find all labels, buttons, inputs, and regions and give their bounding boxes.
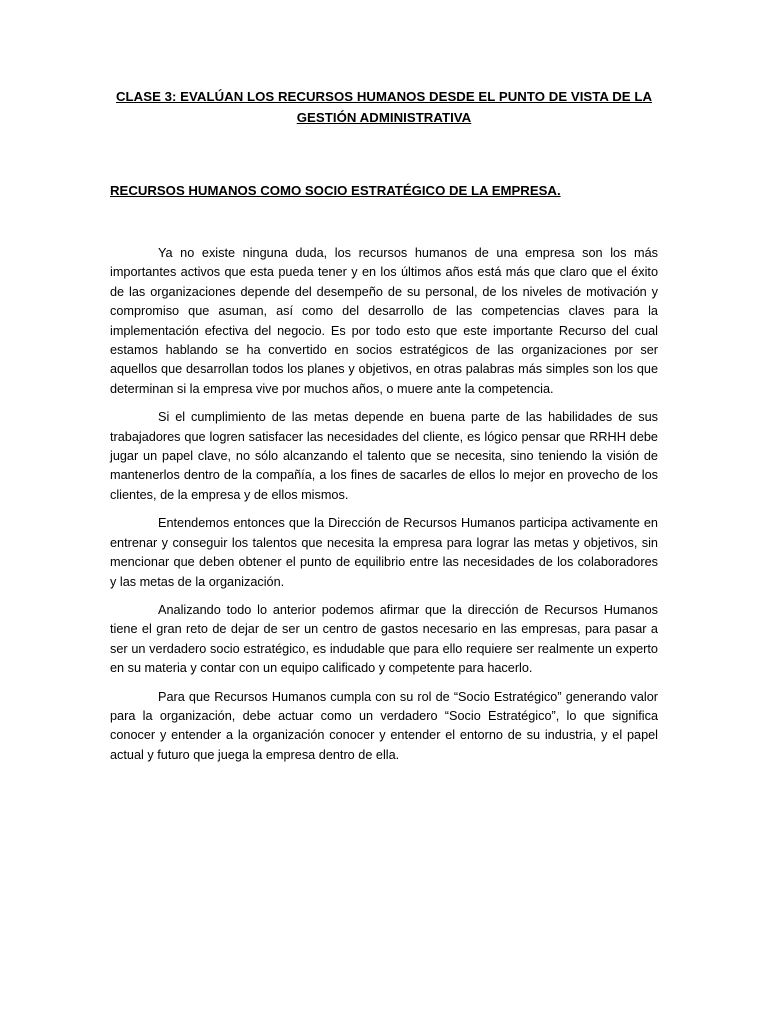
document-body bbox=[110, 244, 658, 765]
section-heading: RECURSOS HUMANOS COMO SOCIO ESTRATÉGICO DE LA EMPRESA. bbox=[110, 183, 561, 198]
paragraph-5: Para que Recursos Humanos cumpla con su rol de “Socio Estratégico” generando valor para la organización, debe actuar como un verdadero “Socio Estratégico”, lo que significa conocer y entender a la organización conocer y entender el entorno de su industria, y el papel actual y futuro que juega la empresa dentro de ella. bbox=[110, 689, 658, 762]
paragraph-2: Si el cumplimiento de las metas depende en buena parte de las habilidades de sus trabajadores que logren satisfacer las necesidades del cliente, es lógico pensar que RRHH debe jugar un papel clave, no sólo alcanzando el talento que se necesita, sino teniendo la visión de mantenerlos dentro de la compañía, a los fines de sacarles de ellos lo mejor en provecho de los clientes, de la empresa y de ellos mismos. bbox=[110, 410, 658, 502]
document-title bbox=[110, 0, 658, 128]
paragraph-4: Analizando todo lo anterior podemos afirmar que la dirección de Recursos Humanos tiene el gran reto de dejar de ser un centro de gastos necesario en las empresas, para pasar a ser un verdadero socio estratégico, es indudable que para ello requiere ser realmente un experto en su materia y contar con un equipo calificado y competente para hacerlo. bbox=[110, 602, 658, 676]
document-title-line-1: CLASE 3: EVALÚAN LOS RECURSOS HUMANOS DESDE EL PUNTO DE VISTA DE LA bbox=[115, 89, 653, 104]
document-title-line-2: GESTIÓN ADMINISTRATIVA bbox=[296, 110, 472, 125]
paragraph-1: Ya no existe ninguna duda, los recursos humanos de una empresa son los más importantes activos que esta pueda tener y en los últimos años está más que claro que el éxito de las organizaciones depende del desempeño de su personal, de los niveles de motivación y compromiso que asuman, así como del desarrollo de las competencias claves para la implementación efectiva del negocio. Es por todo esto que este importante Recurso del cual estamos hablando se ha convertido en socios estratégicos de las organizaciones por ser aquellos que desarrollan todos los planes y objetivos, en otras palabras más simples son los que determinan si la empresa vive por muchos años, o muere ante la competencia. bbox=[110, 246, 658, 396]
paragraph-3: Entendemos entonces que la Dirección de Recursos Humanos participa activamente en entrenar y conseguir los talentos que necesita la empresa para lograr las metas y objetivos, sin mencionar que deben obtener el punto de equilibrio entre las necesidades de los colaboradores y las metas de la organización. bbox=[110, 516, 658, 589]
